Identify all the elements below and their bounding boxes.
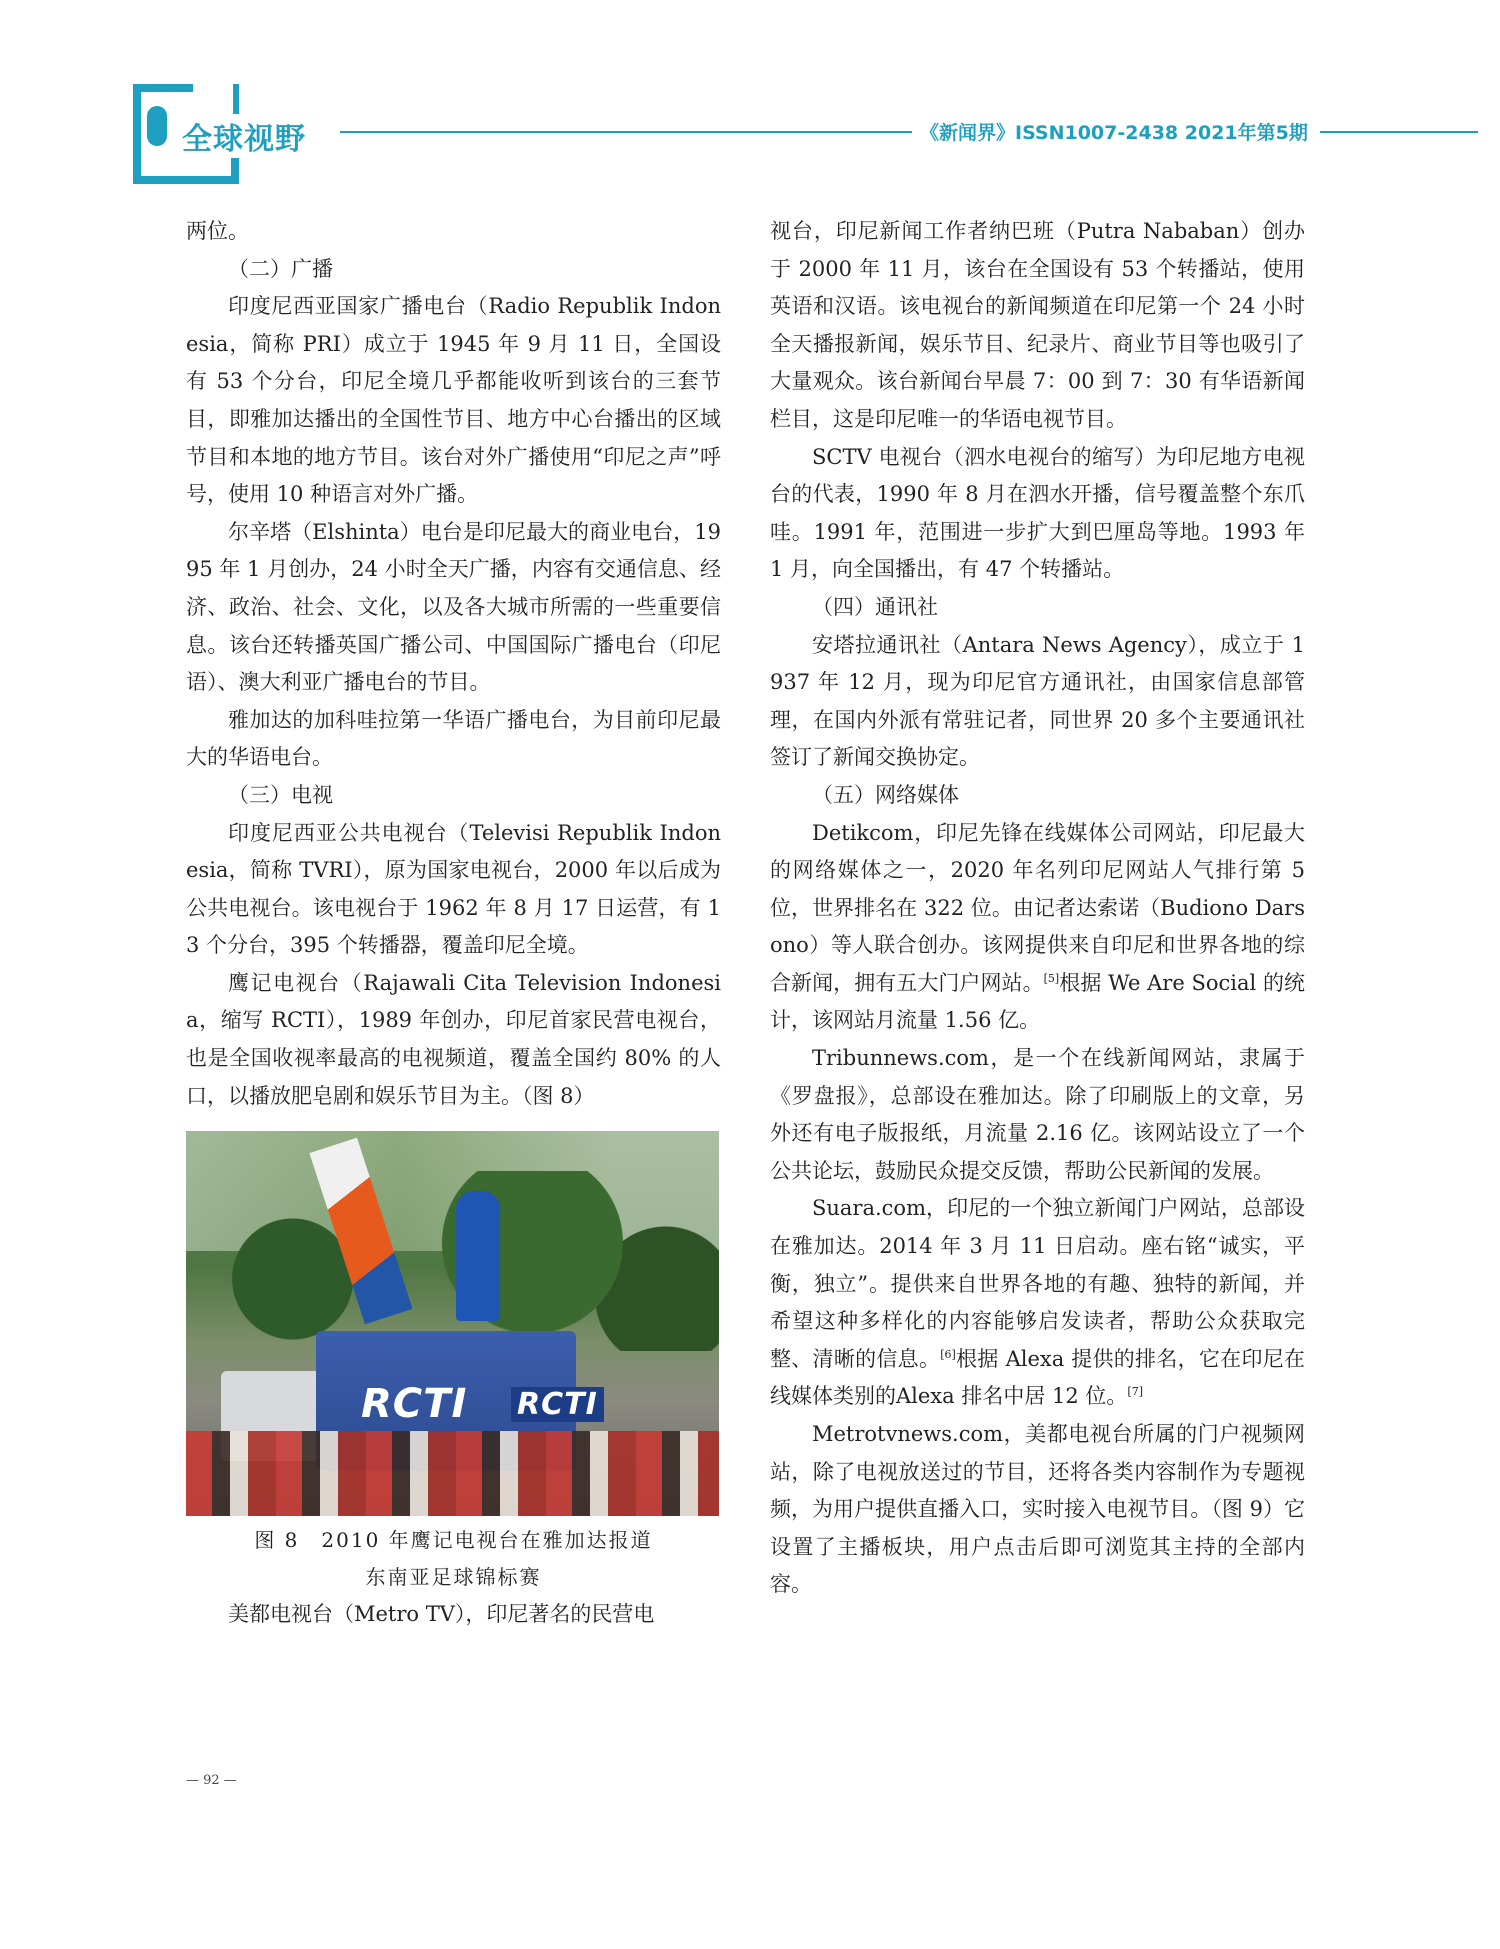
paragraph: 视台，印尼新闻工作者纳巴班（Putra Nababan）创办于 2000 年 11 月，该台在全国设有 53 个转播站，使用英语和汉语。该电视台的新闻频道在印尼第一个 24 小时全天播报新闻，娱乐节目、纪录片、商业节目等也吸引了大量观众。该台新闻台早晨 7：00 到 7：30 有华语新闻栏目，这是印尼唯一的华语电视节目。 (770, 219, 1305, 431)
citation-ref: [6] (940, 1347, 956, 1361)
paragraph-suara (770, 1190, 1305, 1416)
citation-ref: [7] (1127, 1385, 1144, 1399)
text-run: 根据 We Are Social 的统计，该网站月流量 1.56 亿。 (770, 970, 1305, 1033)
paragraph: 鹰记电视台（Rajawali Cita Television Indonesia，缩写 RCTI），1989 年创办，印尼首家民营电视台，也是全国收视率最高的电视频道，覆盖全国约 80% 的人口，以播放肥皂剧和娱乐节目为主。（图 8） (186, 970, 721, 1108)
header-rule-right (1320, 131, 1478, 133)
journal-line: 《新闻界》ISSN1007-2438 2021年第5期 (920, 122, 1308, 144)
figure-caption (186, 1522, 721, 1596)
text-run: 根据 Alexa 提供的排名，它在印尼在线媒体类别的Alexa 排名中居 12 位。 (770, 1346, 1305, 1409)
text-run: Suara.com，印尼的一个独立新闻门户网站，总部设在雅加达。2014 年 3 月 11 日启动。座右铭“诚实，平衡，独立”。提供来自世界各地的有趣、独特的新闻，并希望这种多样化的内容能够启发读者，帮助公众获取完整、清晰的信息。 (770, 1196, 1305, 1371)
subheading-broadcast: （二）广播 (228, 256, 333, 281)
subheading-television: （三）电视 (228, 782, 333, 807)
section-title: 全球视野 (178, 114, 310, 158)
paragraph: 雅加达的加科哇拉第一华语广播电台，为目前印尼最大的华语电台。 (186, 707, 721, 770)
subheading-news-agency: （四）通讯社 (812, 594, 938, 619)
paragraph: 印度尼西亚公共电视台（Televisi Republik Indonesia，简称 TVRI），原为国家电视台，2000 年以后成为公共电视台。该电视台于 1962 年 8 月 17 日运营，有 13 个分台，395 个转播器，覆盖印尼全境。 (186, 820, 721, 958)
paragraph: 尔辛塔（Elshinta）电台是印尼最大的商业电台，1995 年 1 月创办，24 小时全天广播，内容有交通信息、经济、政治、社会、文化，以及各大城市所需的一些重要信息。该台还转播英国广播公司、中国国际广播电台（印尼语）、澳大利亚广播电台的节目。 (186, 519, 721, 695)
paragraph: 安塔拉通讯社（Antara News Agency），成立于 1937 年 12 月，现为印尼官方通讯社，由国家信息部管理，在国内外派有常驻记者，同世界 20 多个主要通讯社签订了新闻交换协定。 (770, 632, 1305, 770)
figure-8-photo (186, 1131, 719, 1516)
microphone-icon (147, 106, 167, 146)
header-rule-left (340, 131, 912, 133)
page-number: — 92 — (186, 1773, 237, 1788)
caption-line-2: 东南亚足球锦标赛 (365, 1565, 542, 1590)
paragraph: 印度尼西亚国家广播电台（Radio Republik Indonesia，简称 PRI）成立于 1945 年 9 月 11 日，全国设有 53 个分台，印尼全境几乎都能收听到该台的三套节目，即雅加达播出的全国性节目、地方中心台播出的区域节目和本地的地方节目。该台对外广播使用“印尼之声”呼号，使用 10 种语言对外广播。 (186, 294, 721, 507)
caption-line-1: 图 8 2010 年鹰记电视台在雅加达报道 (254, 1528, 653, 1553)
paragraph-metrotvnews: Metrotvnews.com，美都电视台所属的门户视频网站，除了电视放送过的节目，还将各类内容制作为专题视频，为用户提供直播入口，实时接入电视节目。（图 9）它设置了主播板块，用户点击后即可浏览其主持的全部内容。 (770, 1422, 1305, 1597)
subheading-online-media: （五）网络媒体 (812, 782, 959, 807)
paragraph-tribunnews: Tribunnews.com，是一个在线新闻网站，隶属于《罗盘报》，总部设在雅加达。除了印刷版上的文章，另外还有电子版报纸，月流量 2.16 亿。该网站设立了一个公共论坛，鼓励民众提交反馈，帮助公民新闻的发展。 (770, 1046, 1305, 1183)
photo-rcti-logo-secondary: RCTI (511, 1387, 604, 1422)
citation-ref: [5] (1043, 971, 1060, 985)
paragraph: SCTV 电视台（泗水电视台的缩写）为印尼地方电视台的代表，1990 年 8 月在泗水开播，信号覆盖整个东爪哇。1991 年，范围进一步扩大到巴厘岛等地。1993 年 1 月，向全国播出，有 47 个转播站。 (770, 444, 1306, 582)
text-run: Detikcom，印尼先锋在线媒体公司网站，印尼最大的网络媒体之一，2020 年名列印尼网站人气排行第 5 位，世界排名在 322 位。由记者达索诺（Budiono Darsono）等人联合创办。该网提供来自印尼和世界各地的综合新闻，拥有五大门户网站。 (770, 820, 1305, 995)
left-column (186, 213, 721, 1634)
right-column (770, 213, 1305, 1604)
paragraph: 美都电视台（Metro TV），印尼著名的民营电 (228, 1602, 655, 1627)
paragraph: 两位。 (186, 219, 249, 243)
paragraph-detikcom (770, 815, 1305, 1041)
photo-rcti-logo: RCTI (361, 1381, 468, 1428)
